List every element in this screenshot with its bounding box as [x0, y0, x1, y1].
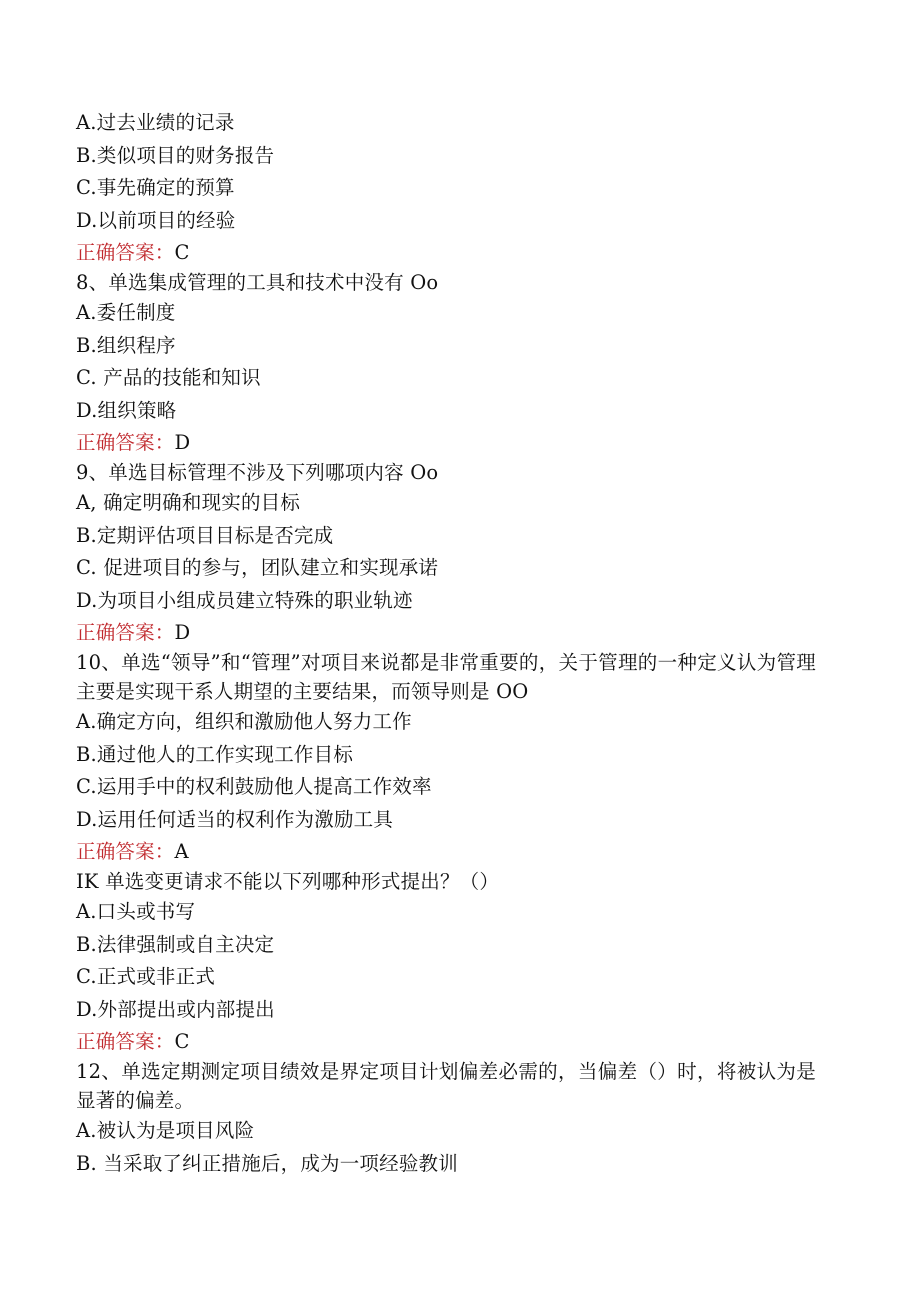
- question-paragraph: 10、单选“领导”和“管理”对项目来说都是非常重要的，关于管理的一种定义认为管理主要是实现干系人期望的主要结果，而领导则是 OO: [76, 651, 816, 703]
- answer-line: [76, 237, 816, 268]
- question-paragraph: 12、单选定期测定项目绩效是界定项目计划偏差必需的，当偏差（）时，将被认为是显著的偏差。: [76, 1060, 816, 1112]
- option-line: B.类似项目的财务报告: [76, 143, 275, 167]
- option-line: A.过去业绩的记录: [76, 111, 235, 134]
- option-line: C.正式或非正式: [76, 965, 216, 988]
- option-line: D.运用任何适当的权利作为激励工具: [76, 807, 394, 831]
- option-line: B.法律强制或自主决定: [76, 932, 275, 956]
- option-line: D.以前项目的经验: [76, 208, 236, 232]
- option-line: C.事先确定的预算: [76, 176, 235, 199]
- document-page: [76, 107, 816, 1180]
- question-line: IK 单选变更请求不能以下列哪种形式提出？（）: [76, 870, 500, 893]
- question-line: 8、单选集成管理的工具和技术中没有 Oo: [76, 271, 439, 294]
- option-line: B. 当采取了纠正措施后，成为一项经验教训: [76, 1151, 458, 1175]
- question-line: 9、单选目标管理不涉及下列哪项内容 Oo: [76, 461, 439, 484]
- option-line: C. 产品的技能和知识: [76, 366, 261, 389]
- answer-line: [76, 836, 816, 867]
- option-line: D.外部提出或内部提出: [76, 997, 275, 1021]
- option-line: D.组织策略: [76, 398, 177, 422]
- option-line: D.为项目小组成员建立特殊的职业轨迹: [76, 588, 413, 612]
- answer-line: [76, 1026, 816, 1057]
- answer-label: 正确答案：: [76, 621, 175, 644]
- answer-label: 正确答案：: [76, 1030, 175, 1053]
- answer-value: C: [174, 241, 190, 264]
- option-line: A.被认为是项目风险: [76, 1119, 255, 1142]
- answer-line: [76, 427, 816, 458]
- answer-value: D: [174, 621, 191, 644]
- answer-value: A: [174, 840, 189, 863]
- answer-value: D: [174, 431, 191, 454]
- option-line: B.通过他人的工作实现工作目标: [76, 742, 354, 766]
- option-line: A, 确定明确和现实的目标: [76, 491, 301, 514]
- answer-line: [76, 617, 816, 648]
- answer-label: 正确答案：: [76, 241, 175, 264]
- answer-label: 正确答案：: [76, 840, 175, 863]
- option-line: A.口头或书写: [76, 900, 196, 923]
- option-line: A.委任制度: [76, 301, 176, 324]
- answer-label: 正确答案：: [76, 431, 175, 454]
- option-line: C. 促进项目的参与，团队建立和实现承诺: [76, 556, 439, 579]
- option-line: B.定期评估项目目标是否完成: [76, 523, 334, 547]
- option-line: B.组织程序: [76, 333, 176, 357]
- option-line: C.运用手中的权利鼓励他人提高工作效率: [76, 775, 432, 798]
- answer-value: C: [174, 1030, 190, 1053]
- option-line: A.确定方向，组织和激励他人努力工作: [76, 710, 412, 733]
